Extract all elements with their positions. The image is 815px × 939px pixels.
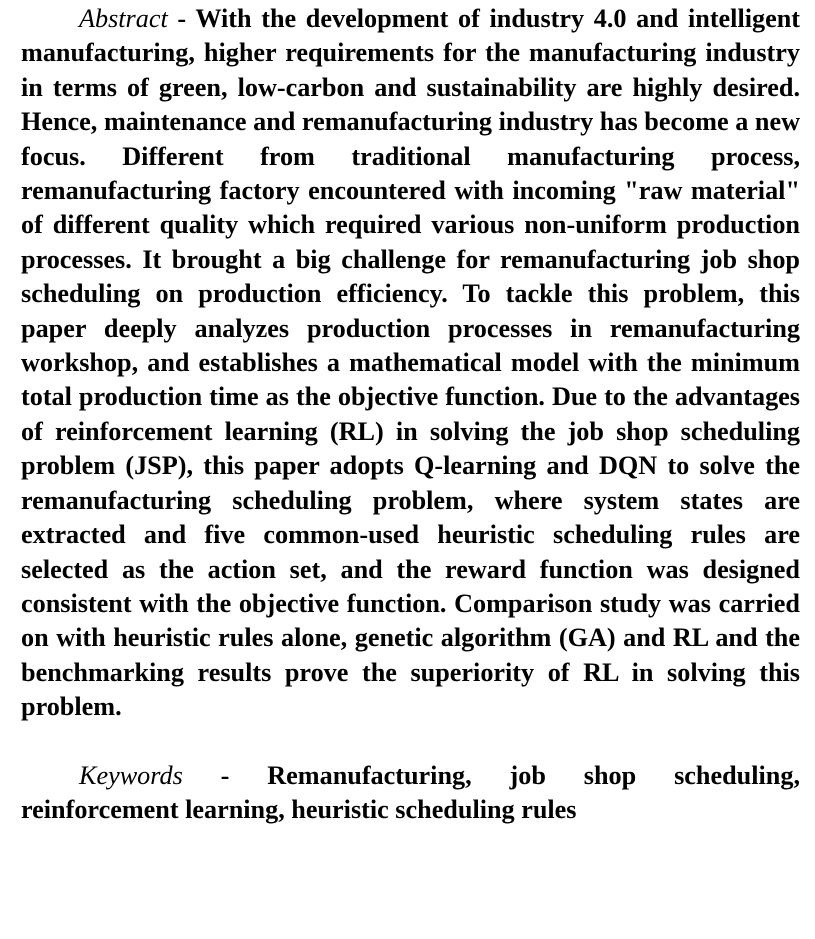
abstract-paragraph — [21, 2, 800, 725]
keywords-text: Remanufacturing, job shop scheduling, reinforcement learning, heuristic scheduling rules — [21, 760, 800, 824]
abstract-separator: - — [167, 4, 196, 33]
keywords-paragraph — [21, 759, 800, 828]
abstract-label: Abstract — [79, 4, 168, 33]
paper-abstract-section — [21, 2, 800, 827]
keywords-separator: - — [182, 760, 268, 790]
keywords-label: Keywords — [79, 760, 183, 790]
abstract-text: With the development of industry 4.0 and intelligent manufacturing, higher requirements for the manufacturing industry in terms of green, low-carbon and sustainability are highly desired. Hence, maintenance and remanufacturing industry has become a new focus. Different from traditional manufacturing process, remanufacturing factory encountered with incoming "raw material" of different quality which required various non-uniform production processes. It brought a big challenge for remanufacturing job shop scheduling on production efficiency. To tackle this problem, this paper deeply analyzes production processes in remanufacturing workshop, and establishes a mathematical model with the minimum total production time as the objective function. Due to the advantages of reinforcement learning (RL) in solving the job shop scheduling problem (JSP), this paper adopts Q-learning and DQN to solve the remanufacturing scheduling problem, where system states are extracted and five common-used heuristic scheduling rules are selected as the action set, and the reward function was designed consistent with the objective function. Comparison study was carried on with heuristic rules alone, genetic algorithm (GA) and RL and the benchmarking results prove the superiority of RL in solving this problem. — [21, 4, 801, 722]
